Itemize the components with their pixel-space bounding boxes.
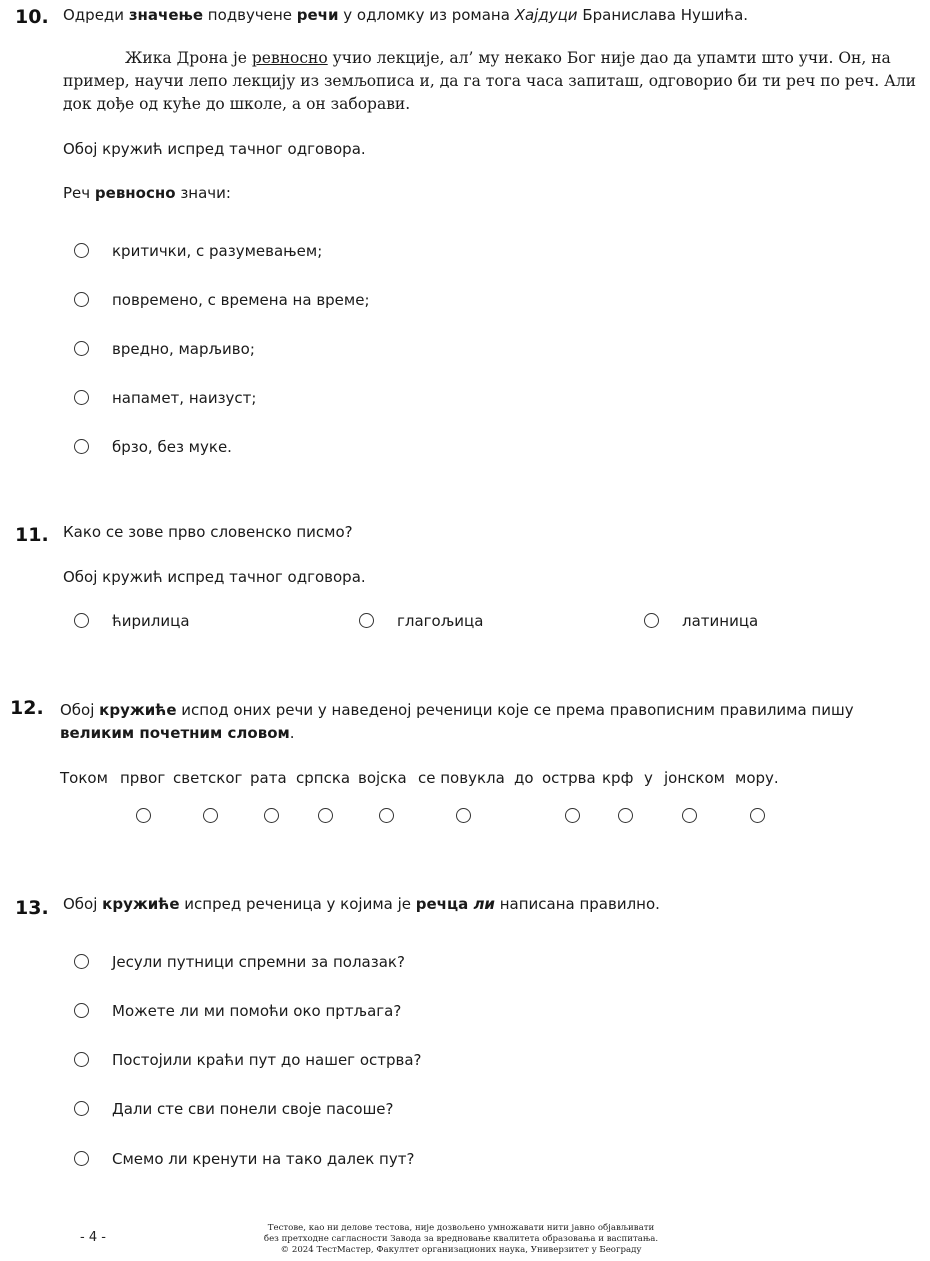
q12-word-radio[interactable] — [682, 808, 697, 823]
passage-line-1 — [63, 47, 913, 70]
q11-instruction: Обој кружић испред тачног одговора. — [63, 568, 366, 586]
q12-word: српска — [296, 769, 351, 787]
copyright-line: Тестове, као ни делове тестова, није дозвољено умножавати нити јавно објављивати — [267, 1223, 655, 1233]
q12-word: светског — [173, 769, 243, 787]
passage-line-3: док дође од куће до школе, а он заборави. — [63, 95, 411, 113]
q13-option-1-radio[interactable] — [74, 954, 89, 969]
q12-word: јонском — [664, 769, 725, 787]
prompt-text: Обој — [60, 701, 100, 719]
q12-word-radio[interactable] — [456, 808, 471, 823]
q12-word-radio[interactable] — [318, 808, 333, 823]
q10-passage — [63, 47, 917, 116]
q12-word: крф — [602, 769, 634, 787]
prompt-text: Обој — [63, 895, 103, 913]
q12-word: мору. — [735, 769, 779, 787]
question-13-prompt — [63, 895, 660, 913]
q10-option-5-radio[interactable] — [74, 439, 89, 454]
novel-title: Хајдуци — [514, 6, 578, 24]
q13-option-3-radio[interactable] — [74, 1052, 89, 1067]
q12-word-radio[interactable] — [618, 808, 633, 823]
copyright-line: без претходне сагласности Завода за вредновање квалитета образовања и васпитања. — [263, 1234, 659, 1244]
q12-word: Током — [60, 769, 108, 787]
q12-word: се повукла — [418, 769, 505, 787]
question-number-10: 10. — [15, 6, 49, 28]
q10-option-4-label: напамет, наизуст; — [112, 389, 257, 407]
q12-word: у — [644, 769, 653, 787]
prompt-text: Одреди — [63, 6, 129, 24]
copyright-notice — [220, 1223, 702, 1256]
prompt-text: Бранислава Нушића. — [577, 6, 749, 24]
q12-word-radio[interactable] — [264, 808, 279, 823]
prompt-bold-text: значење — [128, 6, 204, 24]
q10-option-1-label: критички, с разумевањем; — [112, 242, 323, 260]
q12-word-radio[interactable] — [203, 808, 218, 823]
question-text: значи: — [175, 184, 231, 202]
question-number-13: 13. — [15, 897, 49, 919]
prompt-bold-text: великим почетним словом — [60, 724, 290, 742]
question-bold-text: ревносно — [94, 184, 176, 202]
q11-option-1-radio[interactable] — [74, 613, 89, 628]
q10-instruction: Обој кружић испред тачног одговора. — [63, 140, 366, 158]
q11-option-3-label: латиница — [682, 612, 759, 630]
question-text: Реч — [63, 184, 95, 202]
q12-word: војска — [358, 769, 407, 787]
prompt-line-2 — [60, 722, 854, 745]
q10-option-1-radio[interactable] — [74, 243, 89, 258]
prompt-text: подвучене — [203, 6, 297, 24]
prompt-bold-text: речца — [415, 895, 474, 913]
prompt-text: написана правилно. — [494, 895, 660, 913]
q12-word-radio[interactable] — [750, 808, 765, 823]
q12-word-radio[interactable] — [379, 808, 394, 823]
q12-word: првог — [120, 769, 166, 787]
q10-question — [63, 184, 231, 202]
q10-option-2-radio[interactable] — [74, 292, 89, 307]
prompt-bold-text: кружиће — [102, 895, 180, 913]
passage-text: учио лекције, ал’ му некако Бог није дао да упамти што учи. Он, на — [327, 49, 891, 67]
question-10-prompt — [63, 6, 748, 24]
page-number: - 4 - — [80, 1230, 106, 1245]
q10-option-3-radio[interactable] — [74, 341, 89, 356]
question-11-prompt: Како се зове прво словенско писмо? — [63, 523, 353, 541]
q10-option-3-label: вредно, марљиво; — [112, 340, 255, 358]
q12-word: острва — [542, 769, 596, 787]
q12-word-radio[interactable] — [136, 808, 151, 823]
q13-option-5-radio[interactable] — [74, 1151, 89, 1166]
prompt-text: испод оних речи у наведеној реченици које се према правописним правилима пишу — [176, 701, 854, 719]
prompt-bold-italic-text: ли — [473, 895, 495, 913]
passage-text: Жика Дрона је — [125, 49, 252, 67]
q10-option-4-radio[interactable] — [74, 390, 89, 405]
copyright-line: © 2024 ТестМастер, Факултет организационих наука, Универзитет у Београду — [280, 1245, 642, 1255]
q11-option-1-label: ћирилица — [112, 612, 190, 630]
question-12-prompt — [60, 699, 854, 745]
q13-option-4-label: Дали сте сви понели своје пасоше? — [112, 1100, 394, 1118]
q12-word-radio[interactable] — [565, 808, 580, 823]
q13-option-2-label: Можете ли ми помоћи око пртљага? — [112, 1002, 402, 1020]
q12-word: рата — [250, 769, 287, 787]
passage-line-2: пример, научи лепо лекцију из земљописа и, да га тога часа запиташ, одговорио би ти реч по реч. Али — [63, 72, 917, 90]
q10-option-2-label: повремено, с времена на време; — [112, 291, 370, 309]
question-number-12: 12. — [10, 697, 44, 719]
prompt-text: у одломку из романа — [338, 6, 515, 24]
q13-option-5-label: Смемо ли кренути на тако далек пут? — [112, 1150, 415, 1168]
prompt-bold-text: речи — [296, 6, 339, 24]
q10-option-5-label: брзо, без муке. — [112, 438, 232, 456]
prompt-text: испред реченица у којима је — [179, 895, 416, 913]
q13-option-4-radio[interactable] — [74, 1101, 89, 1116]
q13-option-2-radio[interactable] — [74, 1003, 89, 1018]
q11-option-3-radio[interactable] — [644, 613, 659, 628]
q13-option-1-label: Јесули путници спремни за полазак? — [112, 953, 405, 971]
question-number-11: 11. — [15, 524, 49, 546]
prompt-bold-text: кружиће — [99, 701, 177, 719]
q11-option-2-label: глагољица — [397, 612, 484, 630]
q12-word: до — [514, 769, 534, 787]
prompt-text: . — [289, 724, 295, 742]
underlined-word: ревносно — [251, 49, 328, 67]
q13-option-3-label: Постојили краћи пут до нашег острва? — [112, 1051, 422, 1069]
q11-option-2-radio[interactable] — [359, 613, 374, 628]
prompt-line-1 — [60, 699, 854, 722]
